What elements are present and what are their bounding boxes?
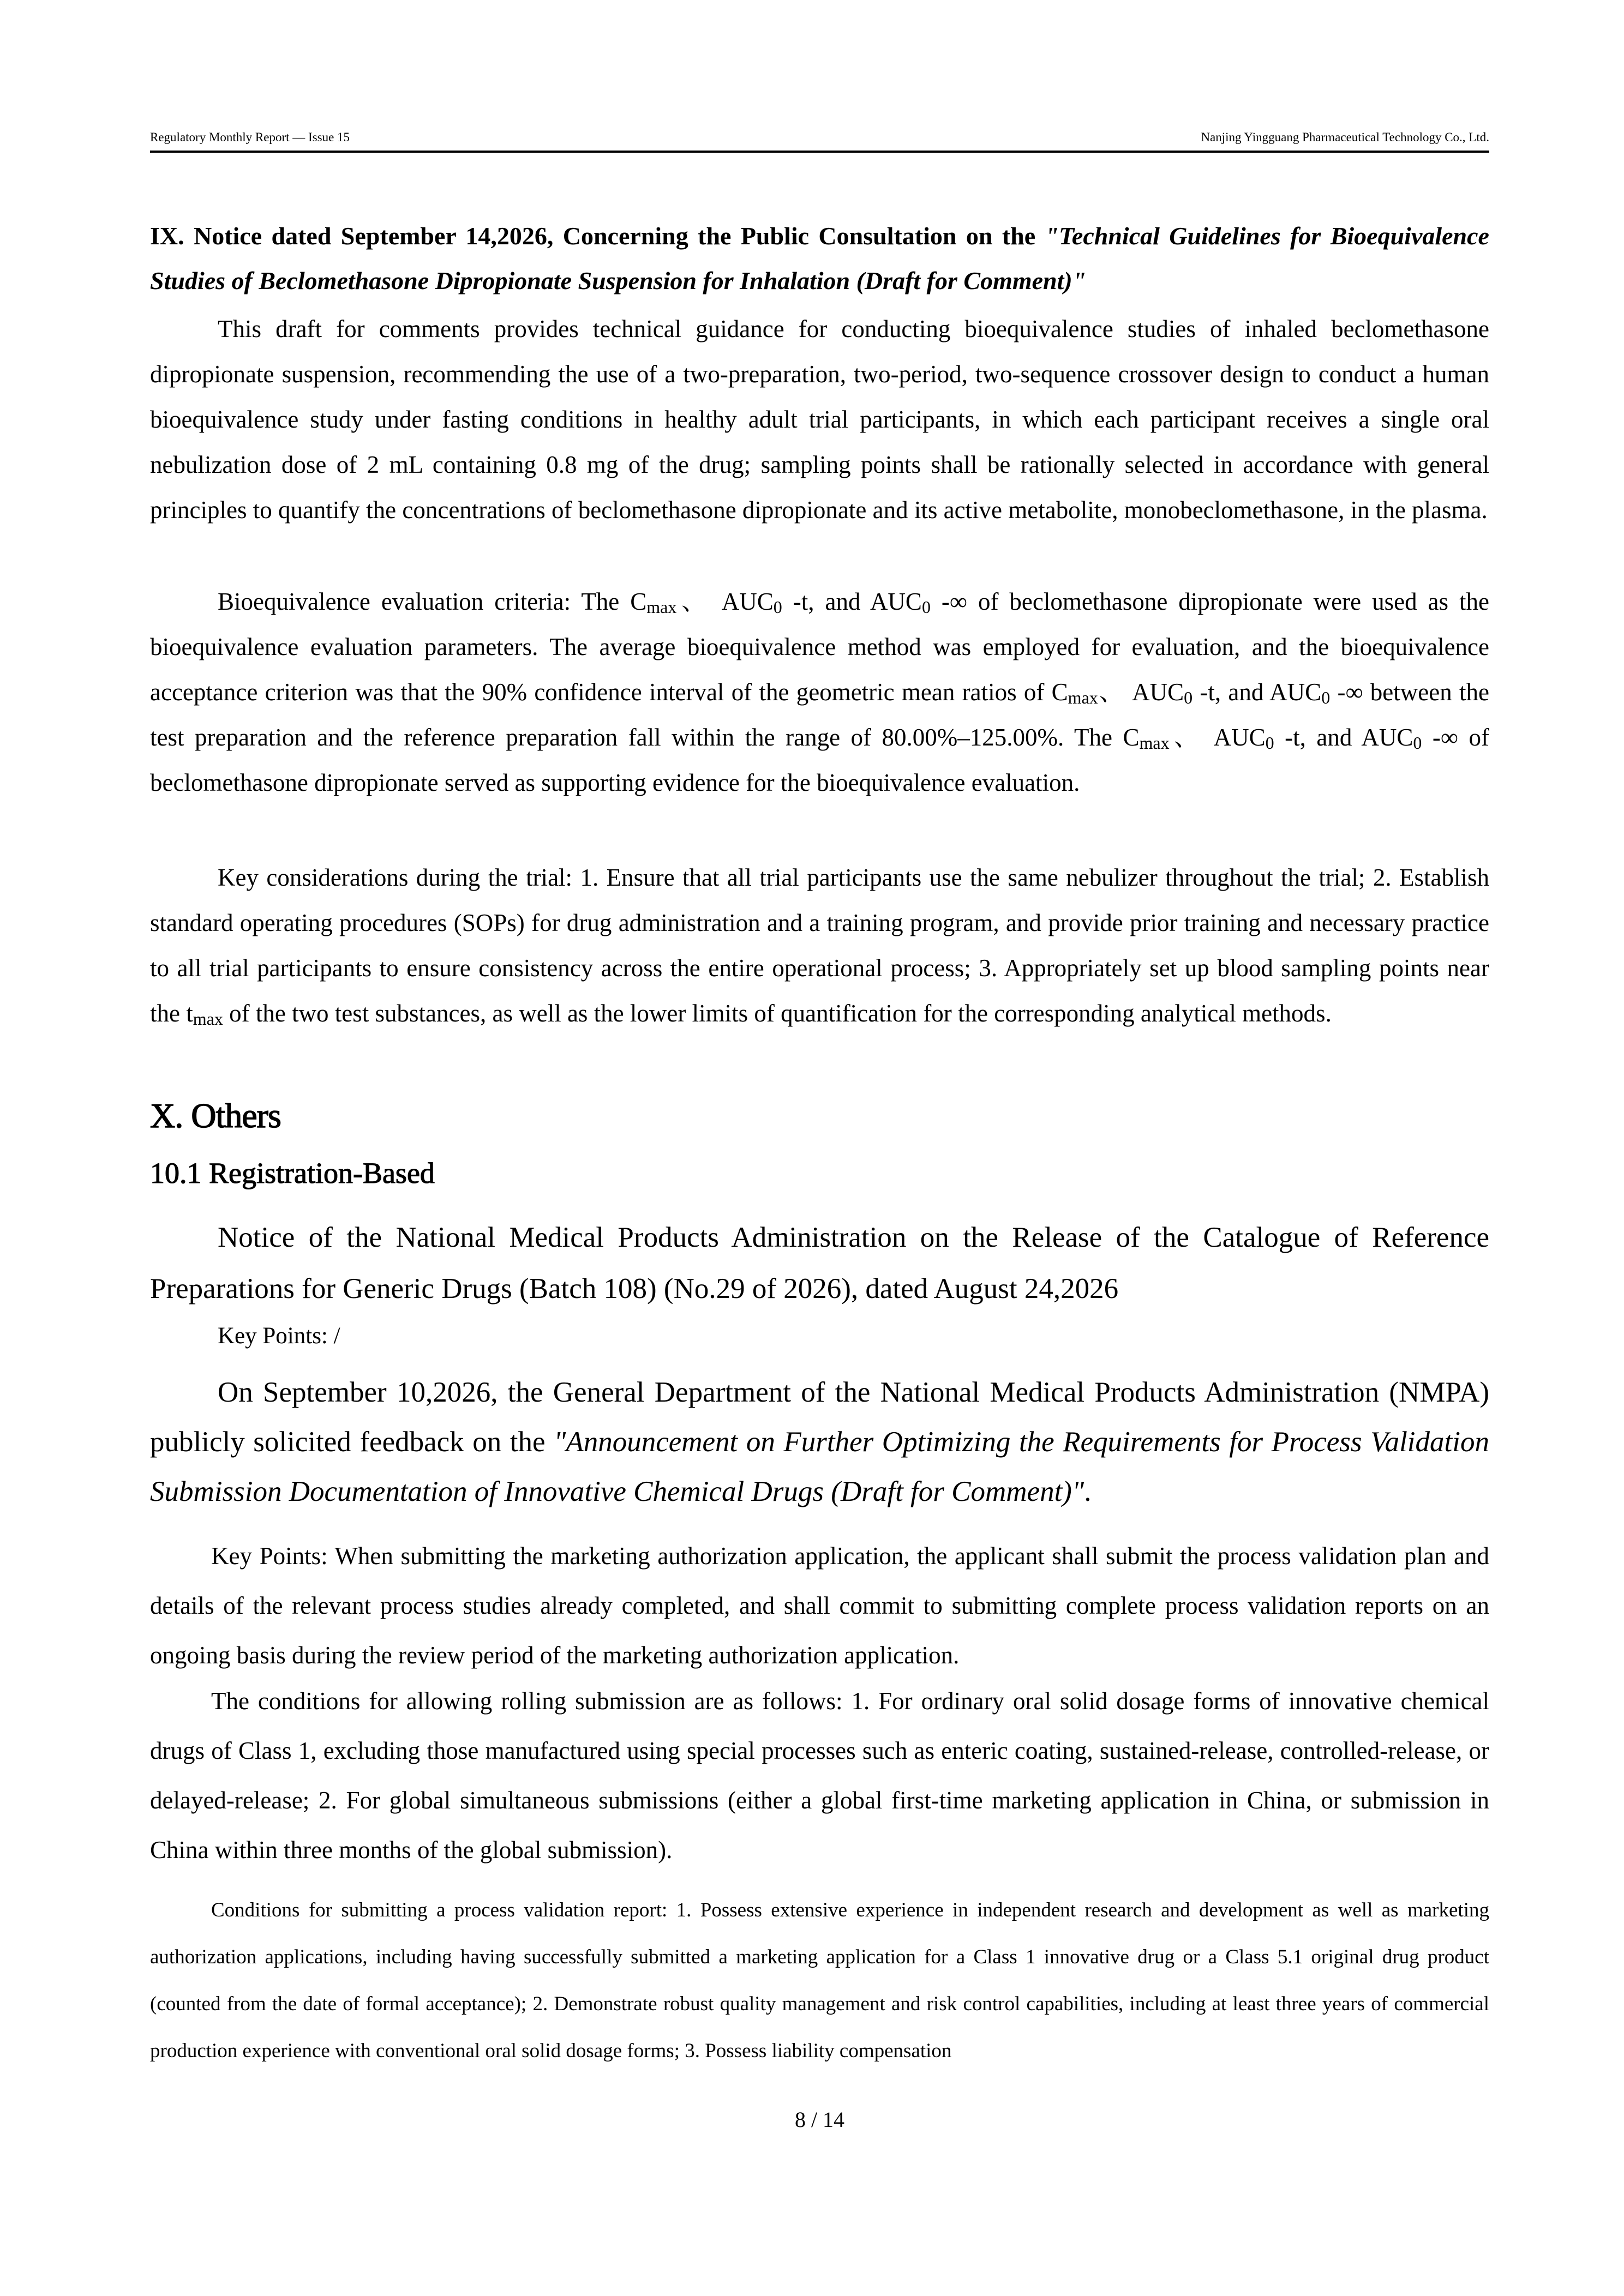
section-x-heading: X. Others bbox=[150, 1096, 281, 1135]
text-run: -t, and AUC bbox=[1192, 678, 1322, 706]
text-run: 、 AUC bbox=[1098, 678, 1184, 706]
header-report-title: Regulatory Monthly Report — Issue 15 bbox=[150, 130, 350, 144]
text-run: -t, and AUC bbox=[782, 588, 922, 615]
subscript: 0 bbox=[1184, 688, 1193, 707]
text-run: 、 AUC bbox=[1169, 724, 1266, 751]
subscript: max bbox=[193, 1009, 223, 1029]
subscript: 0 bbox=[1265, 733, 1274, 753]
section-ix-heading bbox=[150, 214, 1489, 303]
subscript: 0 bbox=[1413, 733, 1422, 753]
subscript: 0 bbox=[921, 597, 931, 617]
text-run: of the two test substances, as well as the lower limits of quantification for the corresponding analytical methods. bbox=[223, 1000, 1332, 1027]
header-company-name: Nanjing Yingguang Pharmaceutical Technology Co., Ltd. bbox=[1201, 130, 1489, 144]
subscript: max bbox=[1139, 733, 1170, 753]
document-page bbox=[150, 0, 1489, 2296]
key-points-process-validation: Key Points: When submitting the marketing authorization application, the applicant shall submit the process validation plan and details of the relevant process studies already completed, and shall commit to submitting complete process validation reports on an ongoing basis during the review period of the marketing authorization application. bbox=[150, 1542, 1489, 1669]
announcement-title: "Announcement on Further Optimizing the Requirements for Process Validation Submission Documentation of Innovative Chemical Drugs (Draft for Comment)" bbox=[150, 1426, 1489, 1507]
text-run: -∞ between the test preparation and the reference preparation fall within the range of 80.00%–125.00%. The C bbox=[150, 678, 1489, 751]
key-points-empty: Key Points: / bbox=[218, 1323, 340, 1349]
text-run: -∞ of beclomethasone dipropionate were used as the bioequivalence evaluation parameters. The average bioequivalence method was employed for evaluation, and the bioequivalence acceptance criterion was that the 90% confidence interval of the geometric mean ratios of C bbox=[150, 588, 1489, 706]
subscript: 0 bbox=[1321, 688, 1331, 707]
section-ix-paragraph-overview: This draft for comments provides technical guidance for conducting bioequivalence studies of inhaled beclomethasone dipropionate suspension, recommending the use of a two-preparation, two-period, two-sequence crossover design to conduct a human bioequivalence study under fasting conditions in healthy adult trial participants, in which each participant receives a single oral nebulization dose of 2 mL containing 0.8 mg of the drug; sampling points shall be rationally selected in accordance with general principles to quantify the concentrations of beclomethasone dipropionate and its active metabolite, monobeclomethasone, in the plasma. bbox=[150, 315, 1489, 524]
page-number: 8 / 14 bbox=[794, 2107, 845, 2132]
section-ix-heading-plain: IX. Notice dated September 14,2026, Concerning the Public Consultation on the bbox=[150, 222, 1045, 250]
text-run: Bioequivalence evaluation criteria: The C bbox=[218, 588, 647, 615]
conditions-validation-report: Conditions for submitting a process validation report: 1. Possess extensive experience in independent research and development as well as marketing authorization applications, including having successfully submitted a marketing application for a Class 1 innovative drug or a Class 5.1 original drug product (counted from the date of formal acceptance); 2. Demonstrate robust quality management and risk control capabilities, including at least three years of commercial production experience with conventional oral solid dosage forms; 3. Possess liability compensation bbox=[150, 1899, 1489, 2062]
page-header bbox=[150, 127, 1489, 153]
text-run: Key considerations during the trial: 1. Ensure that all trial participants use the same nebulizer throughout the trial; 2. Establish standard operating procedures (SOPs) for drug administration and a training program, and provide prior training and necessary practice to all trial participants to ensure consistency across the entire operational process; 3. Appropriately set up blood sampling points near the t bbox=[150, 864, 1489, 1027]
subsection-10-1-heading: 10.1 Registration-Based bbox=[150, 1157, 435, 1189]
text-run: -t, and AUC bbox=[1274, 724, 1413, 751]
notice-process-validation-text: On September 10,2026, the General Department of the National Medical Products Administration (NMPA) publicly solicited feedback on the bbox=[150, 1377, 1489, 1458]
notice-process-validation-end: . bbox=[1084, 1476, 1092, 1507]
section-ix-heading-guideline-title: "Technical Guidelines for Bioequivalence Studies of Beclomethasone Dipropionate Suspension for Inhalation (Draft for Comment)" bbox=[150, 222, 1489, 294]
subscript: max bbox=[1068, 688, 1098, 707]
section-ix-paragraph-key-considerations bbox=[150, 855, 1489, 1036]
subscript: max bbox=[646, 597, 677, 617]
subscript: 0 bbox=[773, 597, 782, 617]
notice-process-validation bbox=[150, 1368, 1489, 1517]
text-run: -∞ of beclomethasone dipropionate served as supporting evidence for the bioequivalence evaluation. bbox=[150, 724, 1489, 796]
notice-reference-preparations: Notice of the National Medical Products Administration on the Release of the Catalogue of Reference Preparations for Generic Drugs (Batch 108) (No.29 of 2026), dated August 24,2026 bbox=[150, 1222, 1489, 1305]
section-ix-paragraph-evaluation-criteria bbox=[150, 579, 1489, 806]
conditions-rolling-submission: The conditions for allowing rolling submission are as follows: 1. For ordinary oral solid dosage forms of innovative chemical drugs of Class 1, excluding those manufactured using special processes such as enteric coating, sustained-release, controlled-release, or delayed-release; 2. For global simultaneous submissions (either a global first-time marketing application in China, or submission in China within three months of the global submission). bbox=[150, 1687, 1489, 1864]
text-run: 、 AUC bbox=[676, 588, 774, 615]
